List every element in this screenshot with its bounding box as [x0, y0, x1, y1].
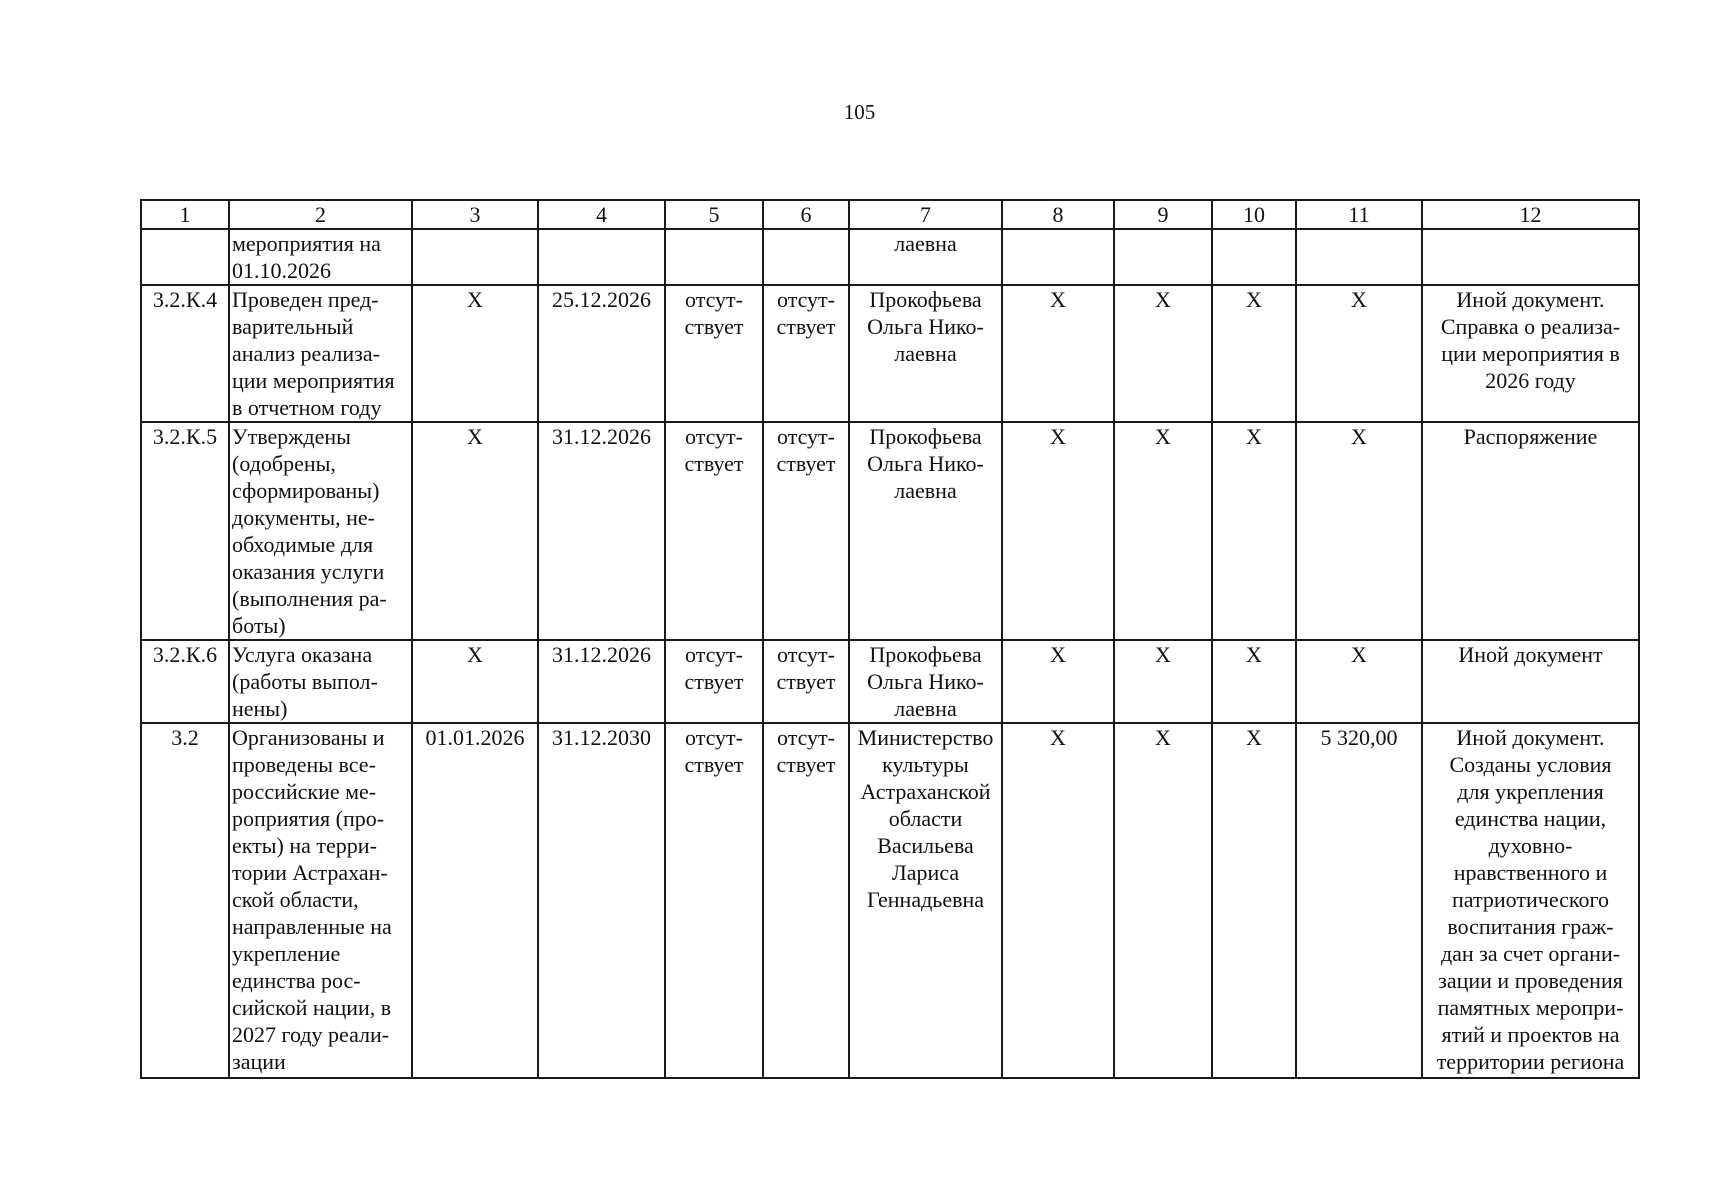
cell-amount: X	[1296, 422, 1422, 640]
cell-col10: X	[1212, 422, 1296, 640]
cell-start-date: X	[412, 640, 538, 723]
cell-end-date	[538, 229, 665, 285]
column-header: 8	[1002, 200, 1114, 229]
cell-start-date	[412, 229, 538, 285]
cell-col6: отсут- ствует	[763, 640, 849, 723]
cell-col8: X	[1002, 640, 1114, 723]
cell-col6: отсут- ствует	[763, 285, 849, 422]
cell-col10: X	[1212, 640, 1296, 723]
column-header: 4	[538, 200, 665, 229]
table-row	[141, 285, 1639, 422]
cell-col5: отсут- ствует	[665, 640, 763, 723]
column-header: 6	[763, 200, 849, 229]
column-header: 9	[1114, 200, 1212, 229]
cell-col9: X	[1114, 285, 1212, 422]
cell-start-date: 01.01.2026	[412, 723, 538, 1078]
column-header: 7	[849, 200, 1002, 229]
cell-col10: X	[1212, 723, 1296, 1078]
cell-end-date: 31.12.2030	[538, 723, 665, 1078]
cell-document	[1422, 229, 1639, 285]
cell-col5: отсут- ствует	[665, 723, 763, 1078]
cell-col9: X	[1114, 422, 1212, 640]
column-header: 2	[229, 200, 412, 229]
cell-start-date: X	[412, 422, 538, 640]
cell-number: 3.2.К.4	[141, 285, 229, 422]
cell-start-date: X	[412, 285, 538, 422]
column-header: 1	[141, 200, 229, 229]
table-row	[141, 640, 1639, 723]
cell-responsible: Прокофьева Ольга Нико- лаевна	[849, 285, 1002, 422]
cell-col5: отсут- ствует	[665, 422, 763, 640]
cell-end-date: 31.12.2026	[538, 640, 665, 723]
table-row	[141, 229, 1639, 285]
column-header: 11	[1296, 200, 1422, 229]
table-header-row	[141, 200, 1639, 229]
cell-responsible: лаевна	[849, 229, 1002, 285]
cell-col9: X	[1114, 723, 1212, 1078]
cell-name: Организованы и проведены все- российские ме- роприятия (про- екты) на терри- тории Астрахан- ской области, направленные на укрепление единства рос- сийской нации, в 2027 году реали- зации	[229, 723, 412, 1078]
cell-document: Иной документ	[1422, 640, 1639, 723]
cell-amount: X	[1296, 285, 1422, 422]
cell-col8: X	[1002, 723, 1114, 1078]
cell-responsible: Прокофьева Ольга Нико- лаевна	[849, 422, 1002, 640]
cell-document: Иной документ. Созданы условия для укрепления единства нации, духовно- нравственного и патриотического воспитания граж- дан за счет органи- зации и проведения памятных меропри- ятий и проектов на территории региона	[1422, 723, 1639, 1078]
cell-amount: X	[1296, 640, 1422, 723]
column-header: 10	[1212, 200, 1296, 229]
page-number: 105	[843, 100, 876, 124]
cell-col6	[763, 229, 849, 285]
cell-col10	[1212, 229, 1296, 285]
cell-col9: X	[1114, 640, 1212, 723]
cell-responsible: Министерство культуры Астраханской области Васильева Лариса Геннадьевна	[849, 723, 1002, 1078]
cell-col5: отсут- ствует	[665, 285, 763, 422]
cell-number: 3.2	[141, 723, 229, 1078]
cell-end-date: 25.12.2026	[538, 285, 665, 422]
cell-col10: X	[1212, 285, 1296, 422]
column-header: 12	[1422, 200, 1639, 229]
cell-number: 3.2.К.5	[141, 422, 229, 640]
cell-name: мероприятия на 01.10.2026	[229, 229, 412, 285]
cell-end-date: 31.12.2026	[538, 422, 665, 640]
cell-number: 3.2.К.6	[141, 640, 229, 723]
table-row	[141, 723, 1639, 1078]
plan-table	[140, 199, 1640, 1079]
table-row	[141, 422, 1639, 640]
cell-amount: 5 320,00	[1296, 723, 1422, 1078]
cell-amount	[1296, 229, 1422, 285]
cell-document: Распоряжение	[1422, 422, 1639, 640]
cell-col8: X	[1002, 285, 1114, 422]
cell-col8: X	[1002, 422, 1114, 640]
cell-name: Услуга оказана (работы выпол- нены)	[229, 640, 412, 723]
cell-col6: отсут- ствует	[763, 422, 849, 640]
column-header: 3	[412, 200, 538, 229]
cell-col9	[1114, 229, 1212, 285]
cell-col8	[1002, 229, 1114, 285]
cell-col6: отсут- ствует	[763, 723, 849, 1078]
column-header: 5	[665, 200, 763, 229]
cell-number	[141, 229, 229, 285]
cell-name: Утверждены (одобрены, сформированы) документы, не- обходимые для оказания услуги (выполнения ра- боты)	[229, 422, 412, 640]
cell-document: Иной документ. Справка о реализа- ции мероприятия в 2026 году	[1422, 285, 1639, 422]
cell-responsible: Прокофьева Ольга Нико- лаевна	[849, 640, 1002, 723]
cell-name: Проведен пред- варительный анализ реализа- ции мероприятия в отчетном году	[229, 285, 412, 422]
cell-col5	[665, 229, 763, 285]
